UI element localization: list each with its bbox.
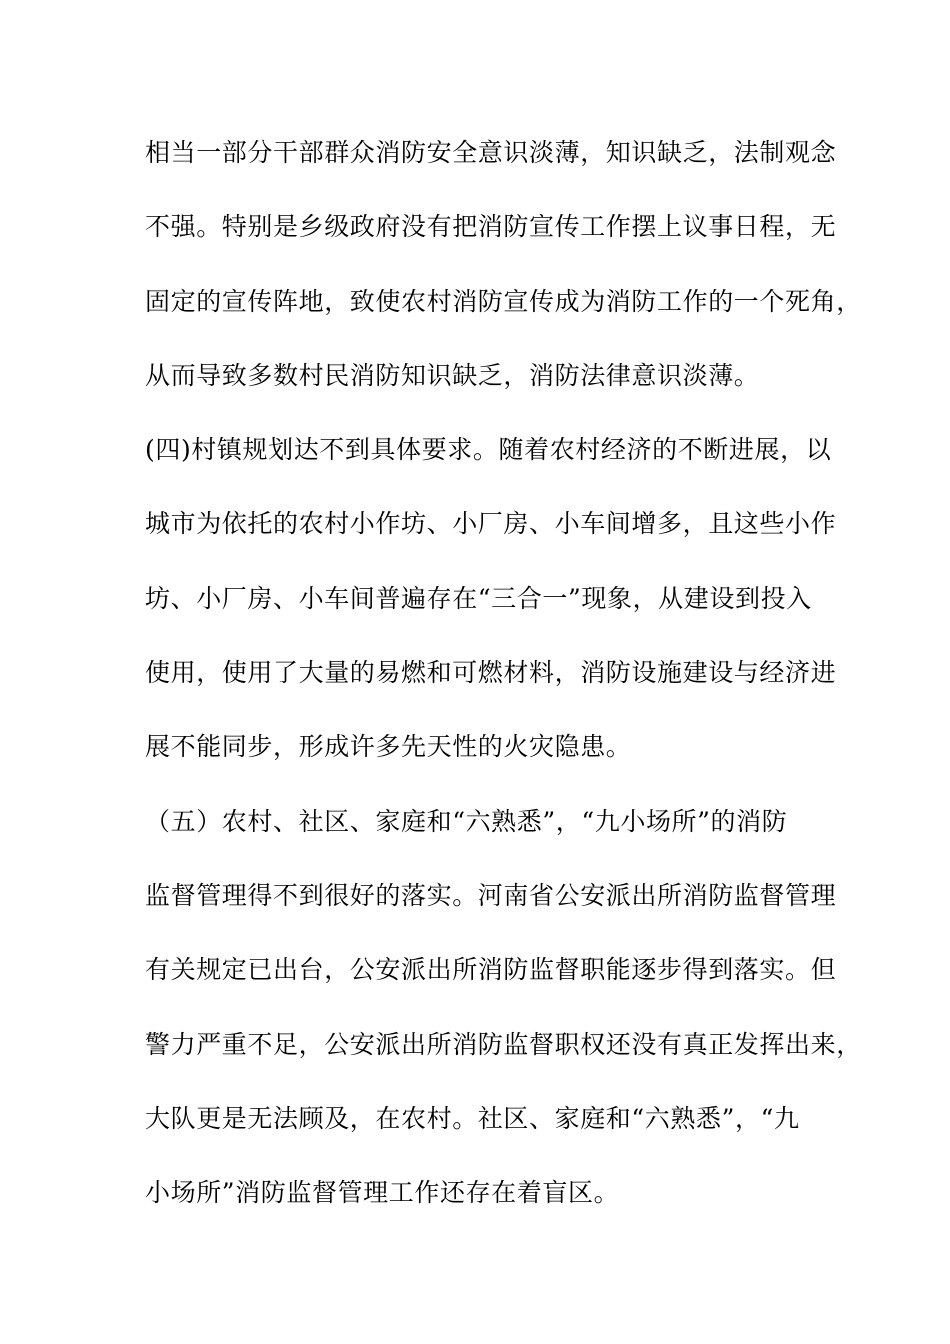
text-line: 使用，使用了大量的易燃和可燃材料，消防设施建设与经济进 xyxy=(145,658,837,688)
text-line: 坊、小厂房、小车间普遍存在“三合一”现象，从建设到投入 xyxy=(145,583,812,613)
text-line: 从而导致多数村民消防知识缺乏，消防法律意识淡薄。 xyxy=(145,360,760,390)
text-line: 小场所”消防监督管理工作还存在着盲区。 xyxy=(145,1178,620,1208)
section-heading-line: (四)村镇规划达不到具体要求。随着农村经济的不断进展，以 xyxy=(145,435,832,465)
text-line: 城市为依托的农村小作坊、小厂房、小车间增多，且这些小作 xyxy=(145,509,837,539)
text-line: 警力严重不足，公安派出所消防监督职权还没有真正发挥出来， xyxy=(145,1029,862,1059)
text-line: 大队更是无法顾及，在农村。社区、家庭和“六熟悉”，“九 xyxy=(145,1103,800,1133)
text-line: 展不能同步，形成许多先天性的火灾隐患。 xyxy=(145,732,632,762)
section-heading-line: （五）农村、社区、家庭和“六熟悉”，“九小场所”的消防 xyxy=(145,806,788,836)
text-line: 有关规定已出台，公安派出所消防监督职能逐步得到落实。但 xyxy=(145,955,837,985)
text-line: 相当一部分干部群众消防安全意识淡薄，知识缺乏，法制观念 xyxy=(145,138,837,167)
text-line: 监督管理得不到很好的落实。河南省公安派出所消防监督管理 xyxy=(145,880,837,910)
text-line: 固定的宣传阵地，致使农村消防宣传成为消防工作的一个死角， xyxy=(145,286,862,316)
body-text xyxy=(145,129,862,1243)
text-line: 不强。特别是乡级政府没有把消防宣传工作摆上议事日程，无 xyxy=(145,212,837,242)
